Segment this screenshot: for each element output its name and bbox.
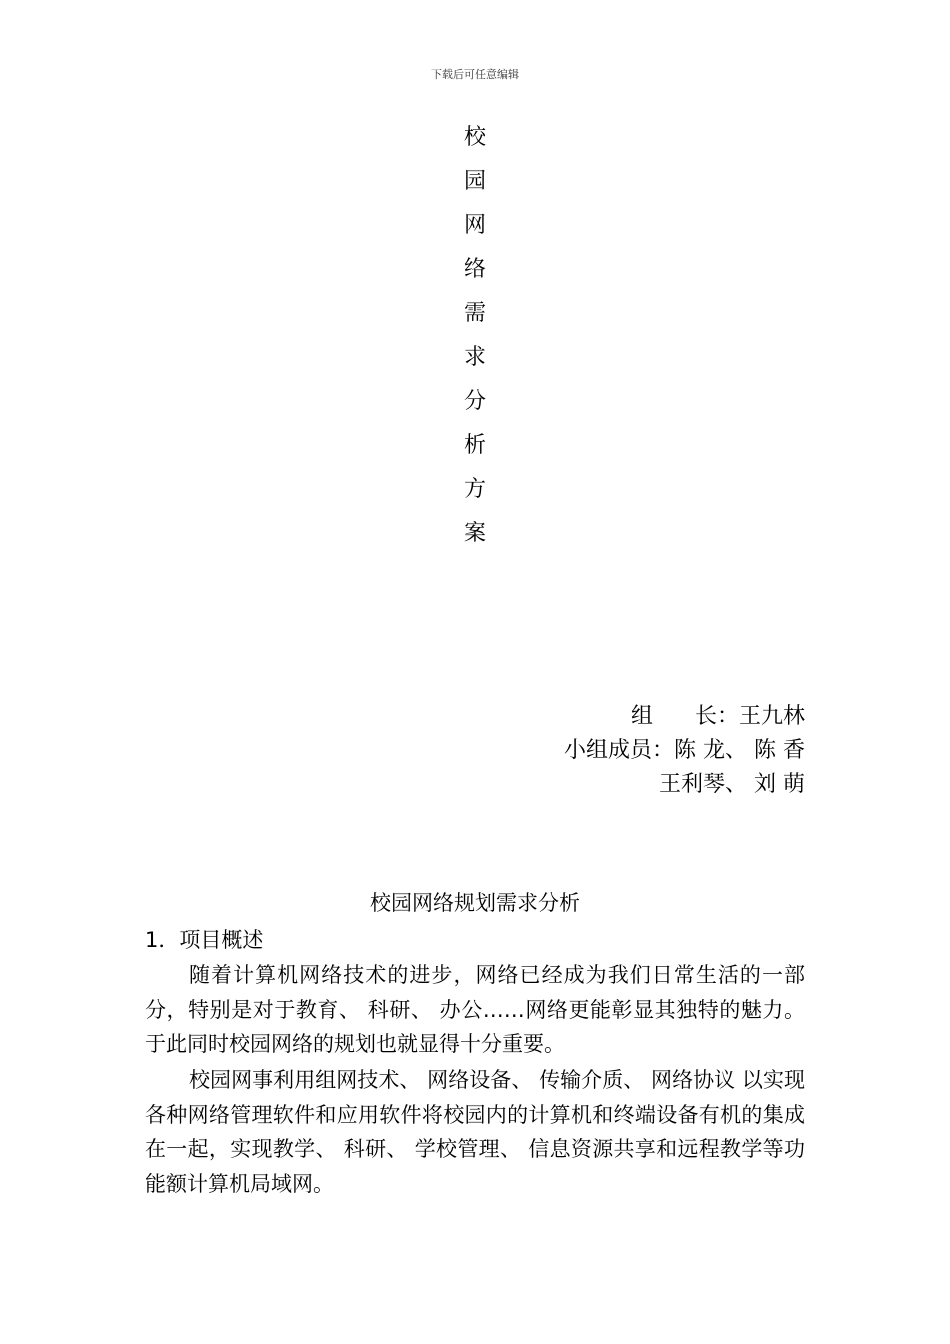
team-members-line: 小组成员：陈 龙、 陈 香 xyxy=(564,738,805,763)
team-members-block xyxy=(564,700,805,802)
cover-title-char: 分 xyxy=(463,389,486,414)
section-title: 校园网络规划需求分析 xyxy=(370,891,580,915)
body-paragraph-1: 随着计算机网络技术的进步，网络已经成为我们日常生活的一部分，特别是对于教育、 科研、 办公……网络更能彰显其独特的魅力。于此同时校园网络的规划也就显得十分重要。 xyxy=(145,963,805,1056)
body-paragraph-2: 校园网事利用组网技术、 网络设备、 传输介质、 网络协议 以实现各种网络管理软件和应用软件将校园内的计算机和终端设备有机的集成在一起，实现教学、 科研、 学校管理、 信息资源共享和远程教学等功能额计算机局域网。 xyxy=(145,1068,805,1196)
cover-title-char: 方 xyxy=(463,477,486,502)
cover-title-char: 络 xyxy=(463,257,486,282)
page-header-note: 下载后可任意编辑 xyxy=(431,68,519,81)
heading-project-overview: 1．项目概述 xyxy=(145,928,264,952)
cover-title-char: 求 xyxy=(463,345,486,370)
cover-title-char: 校 xyxy=(463,125,486,150)
cover-title-char: 需 xyxy=(463,301,486,326)
cover-title-vertical xyxy=(445,116,505,556)
cover-title-char: 网 xyxy=(463,213,486,238)
cover-title-char: 析 xyxy=(463,433,486,458)
cover-title-char: 案 xyxy=(463,521,486,546)
team-leader-line: 组 长：王九林 xyxy=(631,704,805,729)
cover-title-char: 园 xyxy=(463,169,486,194)
team-members-line-2: 王利琴、 刘 萌 xyxy=(659,772,805,797)
